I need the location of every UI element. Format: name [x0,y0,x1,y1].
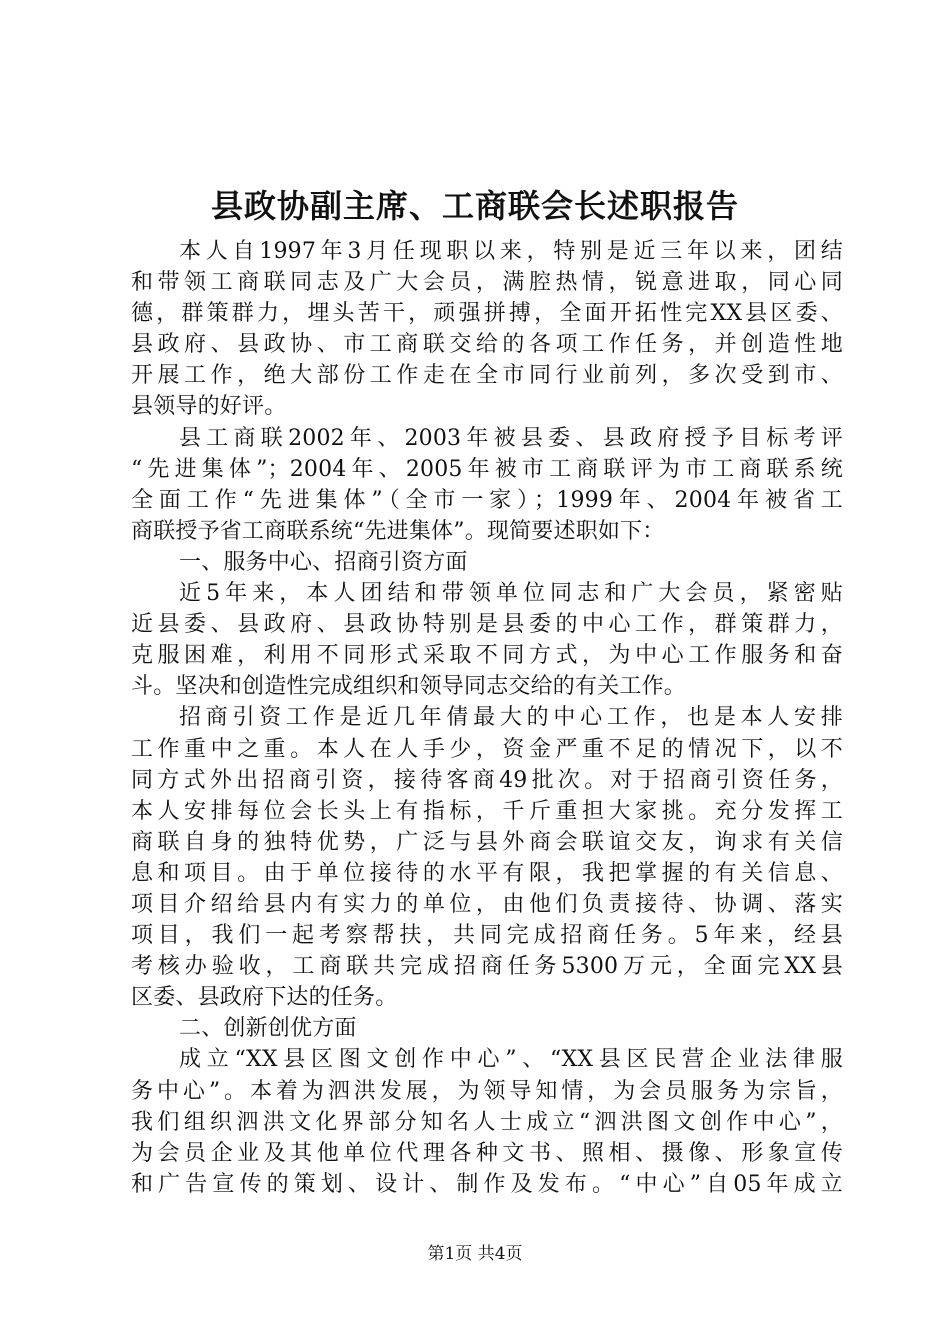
text-line: 商联自身的独特优势，广泛与县外商会联谊交友，询求有关信 [131,829,843,855]
text-line: 开展工作，绝大部份工作走在全市同行业前列，多次受到市、 [131,363,843,389]
text-line: 商联授予省工商联系统“先进集体”。现简要述职如下： [131,518,665,544]
text-line: 务中心”。本着为泗洪发展，为领导知情，为会员服务为宗旨， [131,1078,843,1104]
text-line: 全面工作“先进集体”（全市一家）；1999年、2004年被省工 [131,487,843,513]
page-footer: 第1页 共4页 [427,1244,523,1264]
text-line: 一、服务中心、招商引资方面 [179,549,468,575]
text-line: 县领导的好评。 [131,394,287,420]
text-line: 近县委、县政府、县政协特别是县委的中心工作，群策群力， [131,612,843,638]
text-line: 斗。坚决和创造性完成组织和领导同志交给的有关工作。 [131,674,687,700]
text-line: 近5年来，本人团结和带领单位同志和广大会员，紧密贴 [179,581,843,607]
text-line: 和带领工商联同志及广大会员，满腔热情，锐意进取，同心同 [131,270,843,296]
text-line: 我们组织泗洪文化界部分知名人士成立“泗洪图文创作中心”， [131,1109,843,1135]
text-line: 克服困难，利用不同形式采取不同方式，为中心工作服务和奋 [131,643,843,669]
text-line: 和广告宣传的策划、设计、制作及发布。“中心”自05年成立 [131,1171,843,1197]
text-line: 为会员企业及其他单位代理各种文书、照相、摄像、形象宣传 [131,1140,843,1166]
text-line: 县政府、县政协、市工商联交给的各项工作任务，并创造性地 [131,332,843,358]
text-line: 区委、县政府下达的任务。 [131,985,398,1011]
text-line: 项目介绍给县内有实力的单位，由他们负责接待、协调、落实 [131,891,843,917]
text-line: 成立“XX县区图文创作中心”、“XX县区民营企业法律服 [179,1047,843,1073]
text-line: 二、创新创优方面 [179,1016,357,1042]
text-line: 项目，我们一起考察帮扶，共同完成招商任务。5年来，经县 [131,923,843,949]
text-line: 考核办验收，工商联共完成招商任务5300万元，全面完XX县 [131,954,843,980]
text-line: 本人安排每位会长头上有指标，千斤重担大家挑。充分发挥工 [131,798,843,824]
text-line: 德，群策群力，埋头苦干，顽强拼搏，全面开拓性完XX县区委、 [131,301,843,327]
document-title: 县政协副主席、工商联会长述职报告 [210,187,739,225]
text-line: 息和项目。由于单位接待的水平有限，我把掌握的有关信息、 [131,860,843,886]
text-line: 招商引资工作是近几年倩最大的中心工作，也是本人安排 [179,705,843,731]
text-line: 本人自1997年3月任现职以来，特别是近三年以来，团结 [179,239,843,264]
text-line: 同方式外出招商引资，接待客商49批次。对于招商引资任务， [131,767,843,793]
document-body [131,236,843,1200]
text-line: “先进集体”；2004年、2005年被市工商联评为市工商联系统 [131,456,843,482]
text-line: 县工商联2002年、2003年被县委、县政府授予目标考评 [179,425,843,451]
text-line: 工作重中之重。本人在人手少，资金严重不足的情况下，以不 [131,736,843,762]
